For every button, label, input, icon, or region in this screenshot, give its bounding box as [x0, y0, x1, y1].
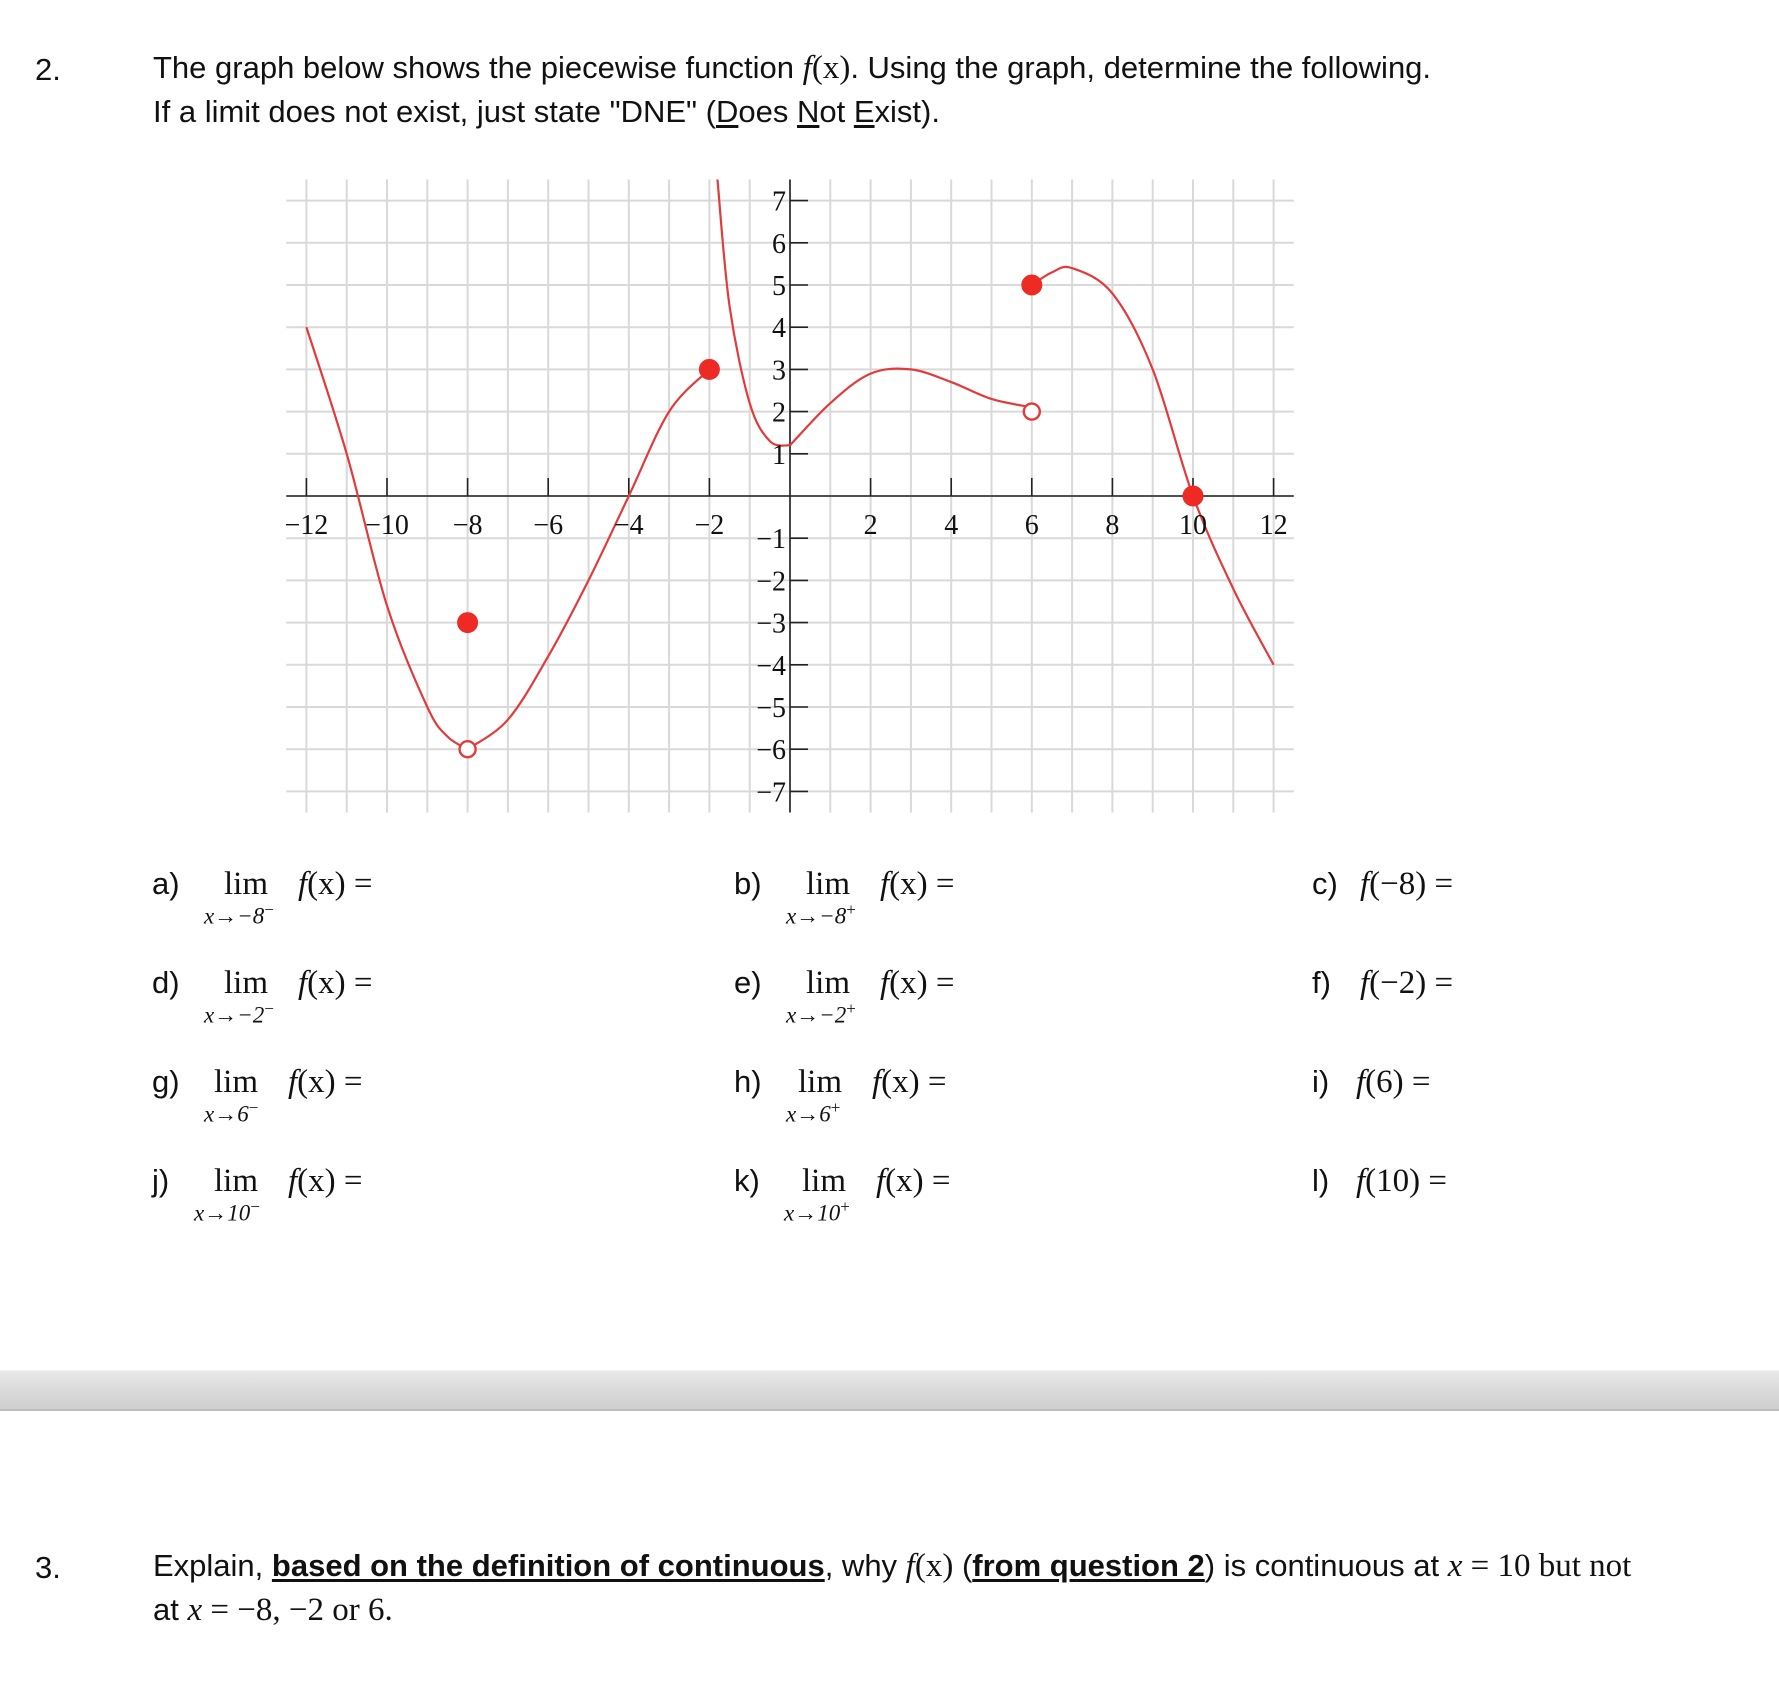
item-k [734, 1163, 1034, 1233]
y-tick-label: −6 [756, 735, 786, 767]
item-d-label: d) [152, 965, 180, 1000]
item-g-label: g) [152, 1064, 180, 1099]
y-tick-label: 5 [772, 271, 786, 302]
graph-tick-labels [285, 187, 1288, 809]
item-c [1312, 866, 1612, 936]
graph-axes [286, 180, 1294, 813]
x-tick-label: 2 [863, 510, 878, 541]
lim-word: lim [802, 1163, 847, 1199]
lim-word: lim [806, 965, 851, 1001]
item-b-label: b) [734, 866, 762, 901]
item-k-function: f(x) = [876, 1163, 951, 1199]
item-h-function: f(x) = [872, 1064, 947, 1100]
item-f [1312, 965, 1612, 1035]
lim-word: lim [214, 1163, 259, 1199]
item-g [152, 1064, 452, 1134]
item-f-expression: f(−2) = [1360, 965, 1454, 1001]
y-tick-label: −4 [756, 650, 786, 682]
lim-word: lim [798, 1064, 843, 1100]
item-a-subscript: x→−8− [204, 900, 274, 929]
item-b-function: f(x) = [880, 866, 955, 902]
x-tick-label: −12 [284, 510, 329, 541]
filled-point [699, 359, 719, 379]
x-tick-label: 4 [944, 510, 959, 541]
y-tick-label: 2 [772, 397, 786, 429]
lim-word: lim [806, 866, 851, 902]
item-l-label: l) [1312, 1163, 1330, 1198]
item-b [734, 866, 1034, 936]
question-number-2: 2. [35, 52, 61, 87]
x-tick-label: 10 [1179, 510, 1207, 541]
x-tick-label: 8 [1105, 510, 1120, 541]
item-c-expression: f(−8) = [1360, 866, 1454, 902]
item-d [152, 965, 452, 1035]
item-i [1312, 1064, 1612, 1134]
item-f-label: f) [1312, 965, 1331, 1000]
page-break-divider [0, 1370, 1779, 1411]
y-tick-label: 6 [772, 228, 786, 260]
item-e-label: e) [734, 965, 762, 1000]
question-3-line-1: Explain, based on the definition of continuous, why f(x) (from question 2) is continuous at x = 10 but not [153, 1548, 1632, 1584]
item-j-function: f(x) = [288, 1163, 363, 1199]
item-b-subscript: x→−8+ [786, 900, 856, 929]
item-h-subscript: x→6+ [786, 1098, 841, 1127]
item-l-expression: f(10) = [1356, 1163, 1448, 1199]
item-h-label: h) [734, 1064, 762, 1099]
item-e [734, 965, 1034, 1035]
item-k-subscript: x→10+ [784, 1197, 850, 1226]
y-tick-label: 1 [772, 439, 786, 471]
filled-point [1183, 486, 1203, 506]
lim-word: lim [224, 965, 269, 1001]
y-tick-label: −2 [756, 566, 786, 598]
item-j [152, 1163, 452, 1233]
filled-point [458, 613, 478, 633]
lim-word: lim [224, 866, 269, 902]
y-tick-label: −1 [756, 524, 786, 556]
open-point [460, 741, 476, 757]
lim-word: lim [214, 1064, 259, 1100]
item-a-label: a) [152, 866, 180, 901]
x-tick-label: −8 [452, 510, 483, 541]
item-c-label: c) [1312, 866, 1338, 901]
y-tick-label: −7 [756, 777, 786, 809]
item-j-subscript: x→10− [194, 1197, 260, 1226]
open-point [1024, 404, 1040, 420]
x-tick-label: −2 [694, 510, 725, 541]
x-tick-label: 12 [1259, 510, 1288, 541]
question-2-line-2: If a limit does not exist, just state "DNE" (Does Not Exist). [153, 94, 940, 129]
filled-point [1022, 275, 1042, 295]
item-e-subscript: x→−2+ [786, 999, 856, 1028]
question-number-3: 3. [35, 1550, 61, 1585]
item-i-expression: f(6) = [1356, 1064, 1431, 1100]
function-graph [270, 170, 1320, 820]
item-g-subscript: x→6− [204, 1098, 259, 1127]
y-tick-label: −3 [756, 608, 786, 640]
item-a-function: f(x) = [298, 866, 373, 902]
item-i-label: i) [1312, 1064, 1330, 1099]
y-tick-label: 4 [772, 313, 786, 345]
x-tick-label: −10 [365, 510, 409, 541]
y-tick-label: 7 [772, 186, 786, 218]
item-h [734, 1064, 1034, 1134]
item-g-function: f(x) = [288, 1064, 363, 1100]
x-tick-label: 6 [1024, 510, 1039, 541]
item-k-label: k) [734, 1163, 760, 1198]
x-tick-label: −6 [533, 510, 564, 541]
question-3-line-2: at x = −8, −2 or 6. [153, 1592, 393, 1628]
item-l [1312, 1163, 1612, 1233]
question-2-line-1: The graph below shows the piecewise function f(x). Using the graph, determine the following. [153, 50, 1432, 86]
y-tick-label: 3 [772, 355, 786, 387]
item-d-function: f(x) = [298, 965, 373, 1001]
y-tick-label: −5 [756, 693, 786, 724]
item-d-subscript: x→−2− [204, 999, 274, 1028]
item-a [152, 866, 452, 936]
item-e-function: f(x) = [880, 965, 955, 1001]
item-j-label: j) [152, 1163, 170, 1198]
x-tick-label: −4 [613, 510, 644, 541]
